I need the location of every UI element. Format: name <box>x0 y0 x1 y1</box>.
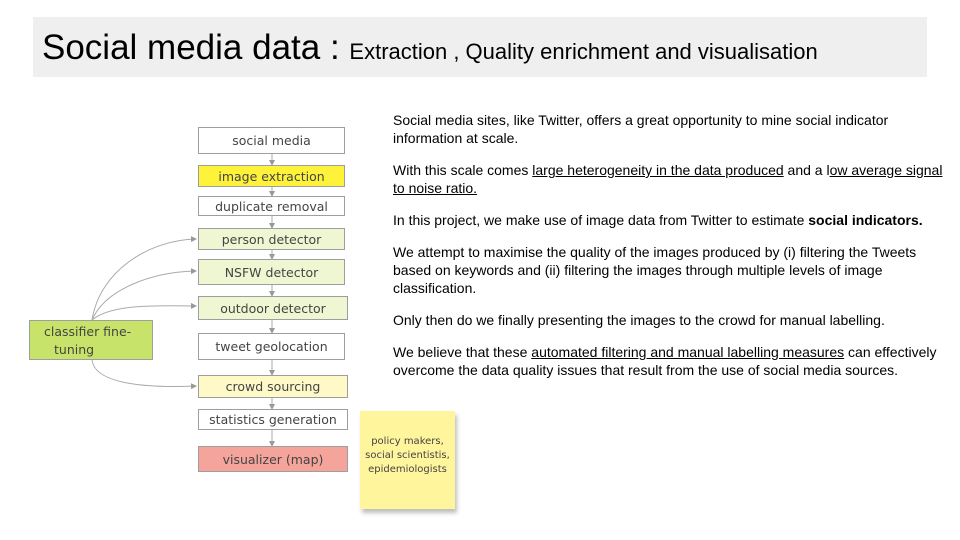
paragraph-1: Social media sites, like Twitter, offers a great opportunity to mine social indicator information at scale. <box>393 112 889 146</box>
paragraph-2 <box>393 161 953 197</box>
node-image-extraction: image extraction <box>198 165 345 187</box>
node-crowd-sourcing: crowd sourcing <box>198 375 348 398</box>
paragraph-5: Only then do we finally presenting the images to the crowd for manual labelling. <box>393 312 885 328</box>
curve-nsfw <box>92 271 196 320</box>
p6-part-a: We believe that these <box>393 344 532 360</box>
paragraph-3 <box>393 211 953 229</box>
node-classifier-fine-tuning <box>29 320 153 360</box>
node-nsfw-detector: NSFW detector <box>198 259 345 285</box>
p3-bold: social indicators. <box>808 212 923 228</box>
title-sub: Extraction , Quality enrichment and visualisation <box>349 39 818 64</box>
p6-part-c: can effectively overcome the data quality issues that result from the use of social media sources. <box>393 344 937 378</box>
sticky-note-audience <box>360 411 455 509</box>
curve-crowd <box>92 360 196 387</box>
note-line-1: policy makers, <box>371 436 444 447</box>
p2-underline-1: large heterogeneity in the data produced <box>532 162 784 178</box>
curve-outdoor <box>92 306 196 320</box>
p2-part-a: With this scale comes <box>393 162 533 178</box>
paragraph-6 <box>393 343 953 379</box>
note-line-2: social scientistis, <box>365 450 450 461</box>
node-duplicate-removal: duplicate removal <box>198 196 345 216</box>
p2-underline-2: ow average signal to noise ratio. <box>393 162 943 196</box>
classifier-line-2: tuning <box>54 342 95 357</box>
node-social-media: social media <box>198 127 345 154</box>
node-visualizer-map: visualizer (map) <box>198 446 348 472</box>
node-outdoor-detector: outdoor detector <box>198 296 348 320</box>
p3-part-a: In this project, we make use of image data from Twitter to estimate <box>393 212 809 228</box>
node-person-detector: person detector <box>198 228 345 250</box>
description-text <box>393 111 953 393</box>
node-statistics-generation: statistics generation <box>198 409 348 430</box>
p2-part-c: and a l <box>783 162 830 178</box>
p6-underline: automated filtering and manual labelling measures <box>531 344 845 360</box>
title-main: Social media data : <box>42 28 350 67</box>
paragraph-4: We attempt to maximise the quality of the images produced by (i) filtering the Tweets based on keywords and (ii) filtering the images through multiple levels of image classification. <box>393 244 917 296</box>
classifier-line-1: classifier fine- <box>44 324 132 339</box>
note-line-3: epidemiologists <box>368 464 447 475</box>
node-tweet-geolocation: tweet geolocation <box>198 333 345 360</box>
